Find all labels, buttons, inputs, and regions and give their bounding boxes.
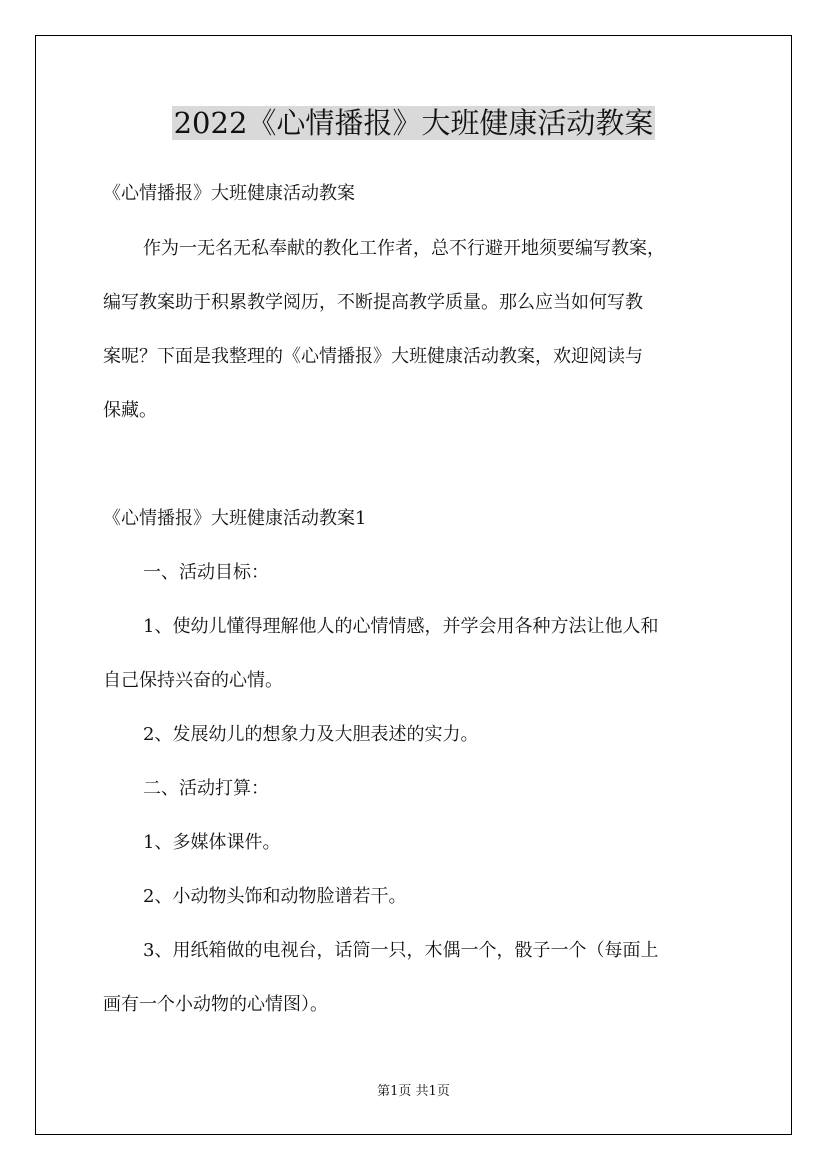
paragraph-line: 1、多媒体课件。 [143,832,281,853]
subheading: 一、活动目标： [143,562,269,583]
paragraph-line: 2、发展幼儿的想象力及大胆表述的实力。 [143,724,479,745]
paragraph-line: 自己保持兴奋的心情。 [103,670,283,691]
paragraph-line: 画有一个小动物的心情图）。 [103,994,328,1015]
paragraph-line: 1、使幼儿懂得理解他人的心情情感，并学会用各种方法让他人和 [143,616,659,637]
document-title: 2022《心情播报》大班健康活动教案 [173,106,654,140]
doc-heading-line: 《心情播报》大班健康活动教案 [103,183,355,204]
page-footer: 第1页 共1页 [377,1084,450,1099]
paragraph-line: 作为一无名无私奉献的教化工作者，总不行避开地须要编写教案， [143,238,665,259]
subheading: 二、活动打算： [143,778,269,799]
paragraph-line: 保藏。 [103,400,157,421]
paragraph-line: 编写教案助于积累教学阅历，不断提高教学质量。那么应当如何写教 [103,292,643,313]
paragraph-line: 案呢？下面是我整理的《心情播报》大班健康活动教案，欢迎阅读与 [103,346,643,367]
paragraph-line: 2、小动物头饰和动物脸谱若干。 [143,886,407,907]
paragraph-line: 3、用纸箱做的电视台，话筒一只，木偶一个，骰子一个（每面上 [143,940,659,961]
section-heading: 《心情播报》大班健康活动教案1 [103,508,367,529]
